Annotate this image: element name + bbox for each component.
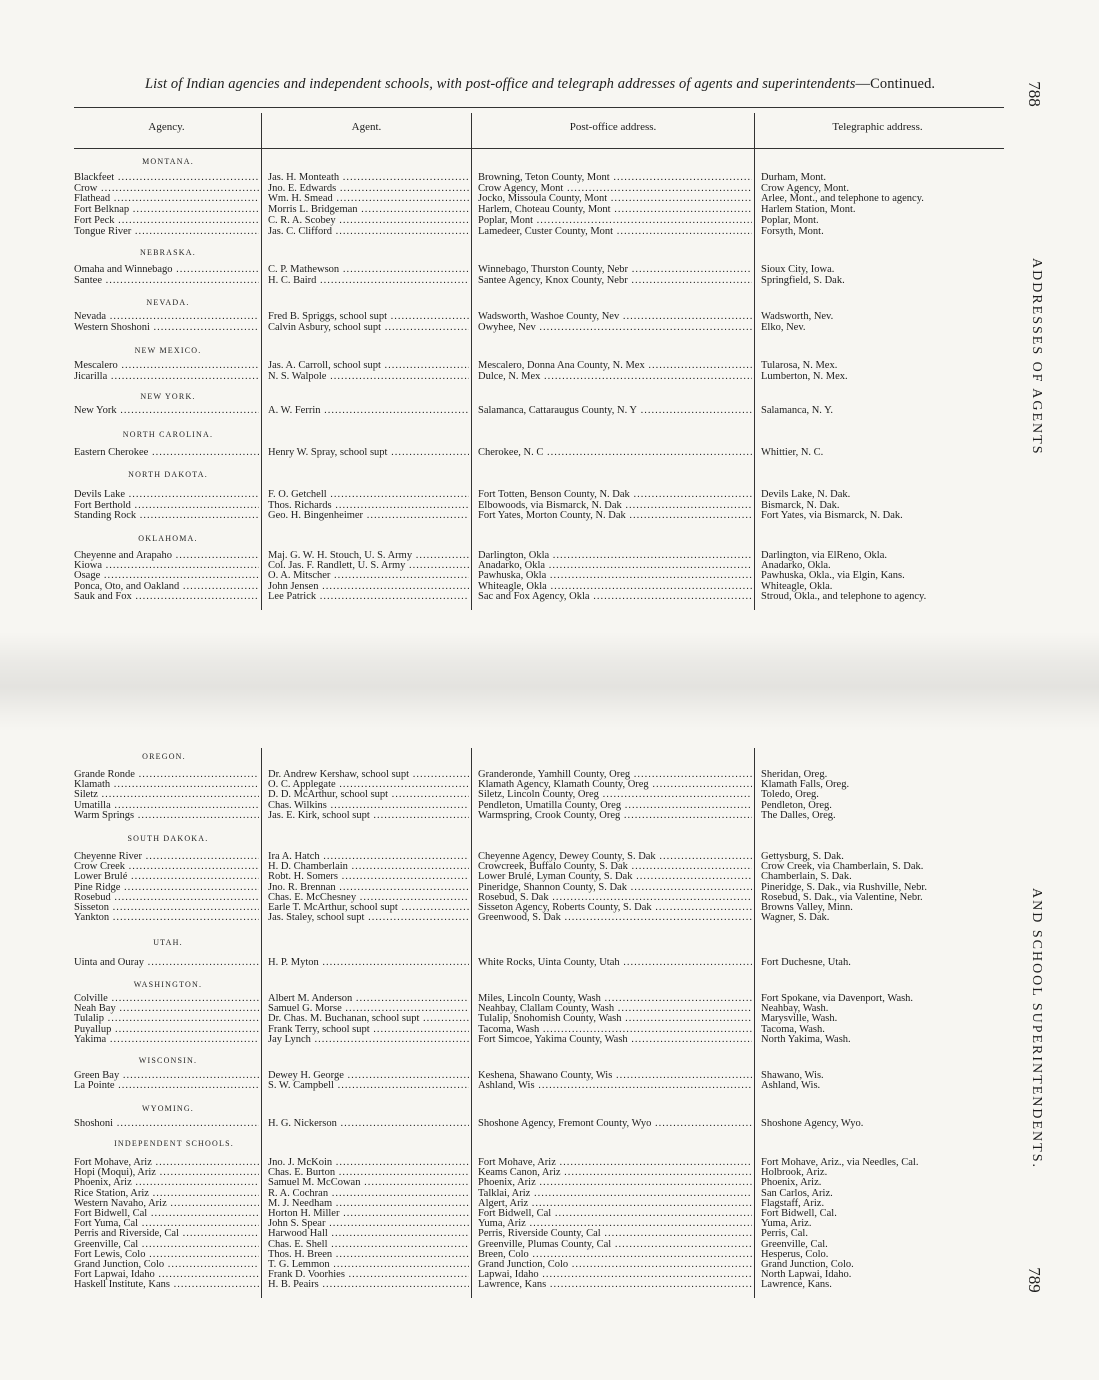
running-head-bottom: AND SCHOOL SUPERINTENDENTS. [1029, 888, 1044, 1169]
cell-agency: Crow Creek ..... [74, 861, 259, 872]
table-row [0, 311, 1000, 322]
cell-post: Algert, Ariz ..... [478, 1198, 752, 1209]
cell-agent: Earle T. McArthur, school supt ..... [268, 902, 469, 913]
cell-post: Cherokee, N. C ..... [478, 447, 752, 458]
cell-tele: Flagstaff, Ariz. [761, 1197, 825, 1209]
cell-agent: Jno. E. Edwards ..... [268, 183, 469, 194]
cell-tele: Durham, Mont. [761, 172, 827, 183]
table-row [0, 371, 1000, 382]
header-telegraphic: Telegraphic address. [832, 121, 923, 133]
cell-agency: Cheyenne and Arapaho ..... [74, 550, 259, 561]
cell-agency: Ponca, Oto, and Oakland ..... [74, 581, 259, 592]
cell-tele: Poplar, Mont. [761, 214, 819, 226]
table-row [0, 360, 1000, 371]
cell-post: Mescalero, Donna Ana County, N. Mex ..... [478, 360, 752, 371]
cell-agency: Tongue River ..... [74, 226, 259, 237]
cell-tele: Wagner, S. Dak. [761, 912, 830, 924]
cell-post: Perris, Riverside County, Cal ..... [478, 1228, 752, 1239]
title-suffix: —Continued. [855, 76, 936, 92]
state-heading: NEW YORK. [140, 392, 196, 401]
cell-agent: Jno. J. McKoin ..... [268, 1157, 469, 1168]
cell-agency: Hopi (Moqui), Ariz ..... [74, 1167, 259, 1178]
cell-tele: Holbrook, Ariz. [761, 1167, 828, 1179]
cell-tele: Neahbay, Wash. [761, 1003, 829, 1015]
cell-post: Greenville, Plumas County, Cal ..... [478, 1239, 752, 1250]
cell-tele: Browns Valley, Minn. [761, 902, 853, 913]
cell-agent: Thos. Richards ..... [268, 500, 469, 511]
cell-agent: Jas. H. Monteath ..... [268, 172, 469, 183]
cell-tele: Pendleton, Oreg. [761, 799, 832, 811]
cell-post: Fort Bidwell, Cal ..... [478, 1208, 752, 1219]
cell-agency: Umatilla ..... [74, 800, 259, 811]
cell-post: Klamath Agency, Klamath County, Oreg ..... [478, 779, 752, 790]
cell-post: Siletz, Lincoln County, Oreg ..... [478, 789, 752, 800]
cell-tele: Pineridge, S. Dak., via Rushville, Nebr. [761, 881, 927, 893]
cell-agent: Chas. E. McChesney ..... [268, 892, 469, 903]
state-heading: NORTH DAKOTA. [128, 470, 208, 479]
cell-agency: Greenville, Cal ..... [74, 1239, 259, 1250]
page-title [145, 76, 945, 93]
cell-agent: H. P. Myton ..... [268, 957, 469, 968]
cell-tele: Yuma, Ariz. [761, 1218, 812, 1230]
cell-tele: Whiteagle, Okla. [761, 580, 833, 592]
cell-agency: Kiowa ..... [74, 560, 259, 571]
cell-tele: Crow Creek, via Chamberlain, S. Dak. [761, 861, 924, 873]
cell-agent: John S. Spear ..... [268, 1218, 469, 1229]
cell-agency: Standing Rock ..... [74, 510, 259, 521]
cell-agent: R. A. Cochran ..... [268, 1188, 469, 1199]
state-heading: MONTANA. [142, 157, 194, 166]
cell-post: Shoshone Agency, Fremont County, Wyo ..... [478, 1118, 752, 1129]
state-heading: WYOMING. [141, 1104, 195, 1113]
cell-agent: Samuel G. Morse ..... [268, 1003, 469, 1014]
cell-agent: M. J. Needham ..... [268, 1198, 469, 1209]
cell-tele: Marysville, Wash. [761, 1013, 838, 1025]
cell-agency: Neah Bay ..... [74, 1003, 259, 1014]
cell-tele: Shoshone Agency, Wyo. [761, 1118, 864, 1129]
cell-post: Keshena, Shawano County, Wis ..... [478, 1070, 752, 1081]
state-heading: WISCONSIN. [138, 1056, 198, 1065]
cell-agent: H. C. Baird ..... [268, 275, 469, 286]
cell-post: Elbowoods, via Bismarck, N. Dak ..... [478, 500, 752, 511]
cell-tele: Sioux City, Iowa. [761, 264, 835, 275]
cell-post: Dulce, N. Mex ..... [478, 371, 752, 382]
cell-agent: Jas. E. Kirk, school supt ..... [268, 810, 469, 821]
table-row [0, 1080, 1000, 1091]
state-heading: NEVADA. [146, 298, 190, 307]
cell-post: Jocko, Missoula County, Mont ..... [478, 193, 752, 204]
cell-post: Crowcreek, Buffalo County, S. Dak ..... [478, 861, 752, 872]
cell-tele: North Yakima, Wash. [761, 1033, 851, 1045]
cell-agent: F. O. Getchell ..... [268, 489, 469, 500]
cell-agent: C. P. Mathewson ..... [268, 264, 469, 275]
cell-tele: Phoenix, Ariz. [761, 1177, 822, 1189]
cell-agency: Rosebud ..... [74, 892, 259, 903]
cell-post: Cheyenne Agency, Dewey County, S. Dak ..... [478, 851, 752, 862]
cell-agency: Siletz ..... [74, 789, 259, 800]
cell-agent: Albert M. Anderson ..... [268, 993, 469, 1004]
cell-tele: Elko, Nev. [761, 321, 806, 333]
table-row [0, 957, 1000, 968]
cell-agent: Jay Lynch ..... [268, 1034, 469, 1045]
cell-agent: Jas. C. Clifford ..... [268, 226, 469, 237]
cell-tele: Anadarko, Okla. [761, 560, 831, 572]
cell-post: Fort Mohave, Ariz ..... [478, 1157, 752, 1168]
cell-tele: Gettysburg, S. Dak. [761, 851, 844, 862]
cell-agent: N. S. Walpole ..... [268, 371, 469, 382]
cell-tele: Rosebud, S. Dak., via Valentine, Nebr. [761, 891, 923, 903]
cell-agency: La Pointe ..... [74, 1080, 259, 1091]
cell-agency: Grande Ronde ..... [74, 769, 259, 780]
state-heading: NORTH CAROLINA. [122, 430, 214, 439]
cell-tele: Devils Lake, N. Dak. [761, 489, 851, 500]
table-row [0, 510, 1000, 521]
cell-agency: Shoshoni ..... [74, 1118, 259, 1129]
cell-agent: Robt. H. Somers ..... [268, 871, 469, 882]
cell-agent: Calvin Asbury, school supt ..... [268, 322, 469, 333]
cell-tele: Lumberton, N. Mex. [761, 370, 848, 382]
cell-agent: Thos. H. Breen ..... [268, 1249, 469, 1260]
table-row [0, 322, 1000, 333]
cell-agency: Tulalip ..... [74, 1013, 259, 1024]
cell-tele: Tacoma, Wash. [761, 1023, 825, 1035]
cell-tele: North Lapwai, Idaho. [761, 1269, 852, 1281]
cell-tele: Whittier, N. C. [761, 447, 824, 458]
cell-agency: Santee ..... [74, 275, 259, 286]
table-row [0, 810, 1000, 821]
cell-post: Phoenix, Ariz ..... [478, 1177, 752, 1188]
cell-agency: Yakima ..... [74, 1034, 259, 1045]
cell-tele: Salamanca, N. Y. [761, 405, 834, 416]
cell-agency: Fort Berthold ..... [74, 500, 259, 511]
cell-post: Talklai, Ariz ..... [478, 1188, 752, 1199]
cell-agency: Yankton ..... [74, 912, 259, 923]
cell-agent: Chas. Wilkins ..... [268, 800, 469, 811]
cell-agent: O. C. Applegate ..... [268, 779, 469, 790]
cell-agent: Samuel M. McCowan ..... [268, 1177, 469, 1188]
table-row [0, 489, 1000, 500]
table-row [0, 193, 1000, 204]
cell-post: Lawrence, Kans ..... [478, 1279, 752, 1290]
cell-agent: Ira A. Hatch ..... [268, 851, 469, 862]
cell-tele: Chamberlain, S. Dak. [761, 871, 852, 883]
cell-agency: New York ..... [74, 405, 259, 416]
cell-post: Greenwood, S. Dak ..... [478, 912, 752, 923]
cell-agency: Fort Yuma, Cal ..... [74, 1218, 259, 1229]
cell-post: Anadarko, Okla ..... [478, 560, 752, 571]
table-row [0, 226, 1000, 237]
table-row [0, 275, 1000, 286]
cell-agency: Colville ..... [74, 993, 259, 1004]
cell-agency: Klamath ..... [74, 779, 259, 790]
table-row [0, 172, 1000, 183]
table-row [0, 447, 1000, 458]
cell-agent: O. A. Mitscher ..... [268, 570, 469, 581]
cell-post: Poplar, Mont ..... [478, 215, 752, 226]
cell-tele: Fort Duchesne, Utah. [761, 957, 851, 968]
cell-agent: Col. Jas. F. Randlett, U. S. Army ..... [268, 560, 469, 571]
cell-tele: Bismarck, N. Dak. [761, 499, 840, 511]
cell-agency: Uinta and Ouray ..... [74, 957, 259, 968]
cell-agency: Western Navaho, Ariz ..... [74, 1198, 259, 1209]
cell-post: Keams Canon, Ariz ..... [478, 1167, 752, 1178]
cell-post: Sac and Fox Agency, Okla ..... [478, 591, 752, 602]
cell-post: Fort Simcoe, Yakima County, Wash ..... [478, 1034, 752, 1045]
cell-tele: Grand Junction, Colo. [761, 1259, 854, 1270]
cell-agency: Perris and Riverside, Cal ..... [74, 1228, 259, 1239]
cell-post: Pendleton, Umatilla County, Oreg ..... [478, 800, 752, 811]
cell-agent: Lee Patrick ..... [268, 591, 469, 602]
cell-post: Harlem, Choteau County, Mont ..... [478, 204, 752, 215]
cell-tele: Toledo, Oreg. [761, 789, 819, 801]
table-row [0, 183, 1000, 194]
table-row [0, 204, 1000, 215]
cell-post: Browning, Teton County, Mont ..... [478, 172, 752, 183]
cell-post: Fort Totten, Benson County, N. Dak ..... [478, 489, 752, 500]
cell-agent: Fred B. Spriggs, school supt ..... [268, 311, 469, 322]
state-heading: OKLAHOMA. [138, 534, 198, 543]
cell-post: Lapwai, Idaho ..... [478, 1269, 752, 1280]
cell-tele: Pawhuska, Okla., via Elgin, Kans. [761, 570, 905, 582]
cell-post: White Rocks, Uinta County, Utah ..... [478, 957, 752, 968]
cell-tele: Arlee, Mont., and telephone to agency. [761, 193, 924, 205]
cell-post: Crow Agency, Mont ..... [478, 183, 752, 194]
cell-post: Breen, Colo ..... [478, 1249, 752, 1260]
state-heading: SOUTH DAKOKA. [127, 834, 209, 843]
cell-tele: Fort Yates, via Bismarck, N. Dak. [761, 510, 903, 522]
table-row [0, 215, 1000, 226]
table-row [0, 1279, 1000, 1290]
cell-agent: D. D. McArthur, school supt ..... [268, 789, 469, 800]
cell-post: Rosebud, S. Dak ..... [478, 892, 752, 903]
cell-agency: Warm Springs ..... [74, 810, 259, 821]
cell-post: Whiteagle, Okla ..... [478, 581, 752, 592]
cell-agent: S. W. Campbell ..... [268, 1080, 469, 1091]
cell-agency: Jicarilla ..... [74, 371, 259, 382]
state-heading: NEBRASKA. [140, 248, 196, 257]
cell-post: Lower Brulé, Lyman County, S. Dak ..... [478, 871, 752, 882]
state-heading: OREGON. [142, 752, 186, 761]
cell-post: Owyhee, Nev ..... [478, 322, 752, 333]
cell-post: Winnebago, Thurston County, Nebr ..... [478, 264, 752, 275]
header-rule [74, 148, 1004, 149]
page-number-top: 788 [1024, 81, 1044, 107]
cell-agent: A. W. Ferrin ..... [268, 405, 469, 416]
table-row [0, 500, 1000, 511]
cell-agency: Fort Bidwell, Cal ..... [74, 1208, 259, 1219]
title-text: List of Indian agencies and independent schools, with post-office and telegraph addresses of agents and superintendents [145, 76, 856, 92]
cell-agency: Fort Mohave, Ariz ..... [74, 1157, 259, 1168]
cell-agency: Blackfeet ..... [74, 172, 259, 183]
cell-agency: Western Shoshoni ..... [74, 322, 259, 333]
cell-agent: John Jensen ..... [268, 581, 469, 592]
running-head-top: ADDRESSES OF AGENTS [1029, 258, 1044, 456]
cell-tele: Greenville, Cal. [761, 1238, 828, 1250]
cell-tele: Klamath Falls, Oreg. [761, 779, 850, 791]
cell-agency: Nevada ..... [74, 311, 259, 322]
state-heading: UTAH. [153, 938, 183, 947]
cell-tele: Darlington, via ElReno, Okla. [761, 550, 887, 561]
cell-tele: Wadsworth, Nev. [761, 311, 834, 322]
cell-agency: Green Bay ..... [74, 1070, 259, 1081]
cell-agent: Morris L. Bridgeman ..... [268, 204, 469, 215]
cell-agent: Jno. R. Brennan ..... [268, 882, 469, 893]
cell-tele: Stroud, Okla., and telephone to agency. [761, 590, 927, 602]
cell-tele: Harlem Station, Mont. [761, 204, 856, 216]
cell-agent: H. G. Nickerson ..... [268, 1118, 469, 1129]
cell-agency: Flathead ..... [74, 193, 259, 204]
table-row [0, 912, 1000, 923]
state-heading: NEW MEXICO. [134, 346, 202, 355]
cell-agency: Fort Lapwai, Idaho ..... [74, 1269, 259, 1280]
cell-post: Santee Agency, Knox County, Nebr ..... [478, 275, 752, 286]
cell-agent: C. R. A. Scobey ..... [268, 215, 469, 226]
cell-agency: Phoenix, Ariz ..... [74, 1177, 259, 1188]
cell-agency: Osage ..... [74, 570, 259, 581]
cell-agency: Haskell Institute, Kans ..... [74, 1279, 259, 1290]
cell-agency: Sauk and Fox ..... [74, 591, 259, 602]
cell-agent: Dr. Andrew Kershaw, school supt ..... [268, 769, 469, 780]
cell-agent: Frank Terry, school supt ..... [268, 1024, 469, 1035]
cell-tele: Ashland, Wis. [761, 1080, 821, 1092]
cell-post: Darlington, Okla ..... [478, 550, 752, 561]
table-row [0, 1118, 1000, 1129]
table-row [0, 1034, 1000, 1045]
cell-agency: Cheyenne River ..... [74, 851, 259, 862]
cell-agent: Frank D. Voorhies ..... [268, 1269, 469, 1280]
cell-tele: Fort Spokane, via Davenport, Wash. [761, 993, 914, 1004]
table-row [0, 405, 1000, 416]
page-number-bottom: 789 [1024, 1267, 1044, 1293]
state-heading: WASHINGTON. [133, 980, 203, 989]
cell-post: Neahbay, Clallam County, Wash ..... [478, 1003, 752, 1014]
cell-post: Yuma, Ariz ..... [478, 1218, 752, 1229]
cell-post: Salamanca, Cattaraugus County, N. Y ..... [478, 405, 752, 416]
cell-agent: T. G. Lemmon ..... [268, 1259, 469, 1270]
state-heading: INDEPENDENT SCHOOLS. [114, 1139, 234, 1148]
cell-agent: Jas. Staley, school supt ..... [268, 912, 469, 923]
cell-agency: Pine Ridge ..... [74, 882, 259, 893]
title-rule [74, 107, 1004, 108]
cell-tele: Shawano, Wis. [761, 1070, 824, 1081]
table-row [0, 264, 1000, 275]
cell-tele: Hesperus, Colo. [761, 1248, 829, 1260]
cell-agent: H. D. Chamberlain ..... [268, 861, 469, 872]
cell-agency: Omaha and Winnebago ..... [74, 264, 259, 275]
cell-agency: Crow ..... [74, 183, 259, 194]
cell-tele: Sheridan, Oreg. [761, 769, 828, 780]
table-row [0, 591, 1000, 602]
cell-post: Wadsworth, Washoe County, Nev ..... [478, 311, 752, 322]
cell-post: Pawhuska, Okla ..... [478, 570, 752, 581]
cell-agent: Geo. H. Bingenheimer ..... [268, 510, 469, 521]
cell-agent: Chas. E. Shell ..... [268, 1239, 469, 1250]
cell-post: Warmspring, Crook County, Oreg ..... [478, 810, 752, 821]
cell-agent: Wm. H. Smead ..... [268, 193, 469, 204]
cell-agency: Puyallup ..... [74, 1024, 259, 1035]
cell-tele: The Dalles, Oreg. [761, 809, 836, 821]
cell-post: Tacoma, Wash ..... [478, 1024, 752, 1035]
cell-agent: H. B. Peairs ..... [268, 1279, 469, 1290]
header-agent: Agent. [351, 121, 382, 133]
cell-tele: Fort Bidwell, Cal. [761, 1208, 837, 1219]
cell-tele: Springfield, S. Dak. [761, 274, 845, 286]
cell-post: Sisseton Agency, Roberts County, S. Dak ..... [478, 902, 752, 913]
cell-post: Ashland, Wis ..... [478, 1080, 752, 1091]
cell-agency: Lower Brulé ..... [74, 871, 259, 882]
header-agency: Agency. [148, 121, 185, 133]
cell-agency: Mescalero ..... [74, 360, 259, 371]
cell-tele: Forsyth, Mont. [761, 225, 824, 237]
page-fold-shadow [0, 632, 1099, 732]
cell-agency: Rice Station, Ariz ..... [74, 1188, 259, 1199]
cell-agent: Harwood Hall ..... [268, 1228, 469, 1239]
cell-agent: Dr. Chas. M. Buchanan, school supt ..... [268, 1013, 469, 1024]
cell-agent: Maj. G. W. H. Stouch, U. S. Army ..... [268, 550, 469, 561]
cell-agency: Grand Junction, Colo ..... [74, 1259, 259, 1270]
cell-agency: Devils Lake ..... [74, 489, 259, 500]
cell-tele: Fort Mohave, Ariz., via Needles, Cal. [761, 1157, 919, 1168]
cell-agent: Horton H. Miller ..... [268, 1208, 469, 1219]
cell-post: Lamedeer, Custer County, Mont ..... [478, 226, 752, 237]
cell-tele: Crow Agency, Mont. [761, 182, 849, 194]
cell-agent: Henry W. Spray, school supt ..... [268, 447, 469, 458]
cell-tele: Tularosa, N. Mex. [761, 360, 838, 371]
cell-agency: Fort Belknap ..... [74, 204, 259, 215]
header-post-office: Post-office address. [569, 121, 657, 133]
cell-agent: Jas. A. Carroll, school supt ..... [268, 360, 469, 371]
cell-post: Miles, Lincoln County, Wash ..... [478, 993, 752, 1004]
cell-tele: Perris, Cal. [761, 1228, 808, 1240]
cell-post: Tulalip, Snohomish County, Wash ..... [478, 1013, 752, 1024]
cell-agency: Fort Lewis, Colo ..... [74, 1249, 259, 1260]
cell-agency: Fort Peck ..... [74, 215, 259, 226]
cell-agency: Eastern Cherokee ..... [74, 447, 259, 458]
cell-tele: Lawrence, Kans. [761, 1279, 832, 1291]
cell-tele: San Carlos, Ariz. [761, 1187, 833, 1199]
cell-post: Fort Yates, Morton County, N. Dak ..... [478, 510, 752, 521]
cell-post: Granderonde, Yamhill County, Oreg ..... [478, 769, 752, 780]
cell-agent: Chas. E. Burton ..... [268, 1167, 469, 1178]
cell-agency: Sisseton ..... [74, 902, 259, 913]
cell-post: Pineridge, Shannon County, S. Dak ..... [478, 882, 752, 893]
cell-post: Grand Junction, Colo ..... [478, 1259, 752, 1270]
cell-agent: Dewey H. George ..... [268, 1070, 469, 1081]
